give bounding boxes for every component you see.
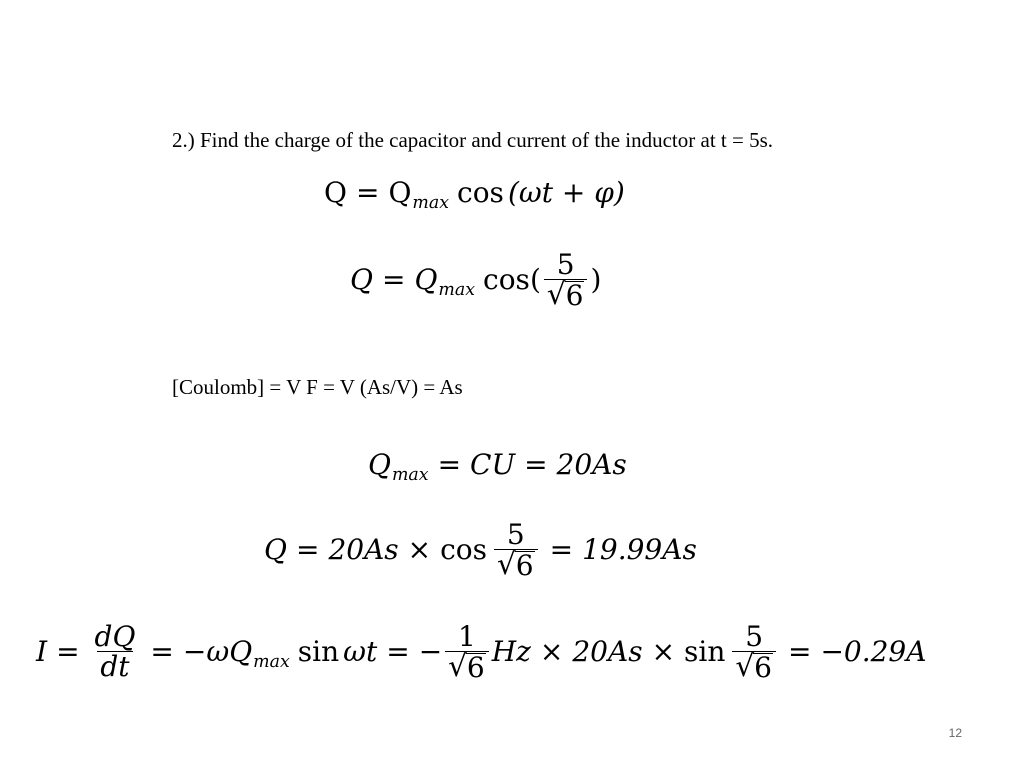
eq5-fraction1: 1 √ 6 — [445, 622, 489, 682]
eq5-hz: Hz — [491, 635, 531, 669]
eq5-derivative: $\frac{dQ}{dt}$ — [94, 620, 136, 684]
eq4-result: 19.99As — [582, 533, 697, 567]
equation-qmax: $Q_{max}$ = CU = 20As — [368, 448, 627, 486]
equation-charge-substituted: Q = $Q_{max}$ cos ( 5 √ 6 ) — [350, 248, 602, 312]
eq5-coef: 20As — [572, 635, 643, 669]
eq1-cos: cos — [457, 176, 504, 209]
eq5-fraction2: 5 √ 6 — [732, 622, 776, 682]
eq1-qmax: $Q_{max}$ — [388, 176, 450, 214]
page-number: 12 — [948, 726, 962, 740]
eq4-lhs: Q — [264, 533, 287, 567]
eq5-sin2: sin — [684, 635, 726, 669]
eq2-qmax: $Q_{max}$ — [414, 263, 476, 301]
equation-current: I = $\frac{dQ}{dt}$ = −ω $Q_{max}$ sin ωt = − 1 √ 6 Hz × 20As × sin 5 √ 6 = −0.29A — [36, 620, 927, 684]
eq4-fraction: 5 √ 6 — [494, 520, 538, 580]
eq3-cu: CU — [470, 448, 516, 481]
eq5-lhs: I — [36, 635, 48, 669]
eq5-result: −0.29A — [820, 635, 927, 669]
eq4-cos: cos — [440, 533, 488, 567]
eq5-qmax: $Q_{max}$ — [229, 635, 290, 673]
equation-charge-value: Q = 20As × cos 5 √ 6 = 19.99As — [264, 518, 697, 582]
eq5-neg: − — [418, 635, 443, 669]
eq5-omega: −ω — [182, 635, 230, 669]
equation-charge-general: Q = $Q_{max}$ cos (ωt + φ) — [324, 176, 625, 214]
eq1-arg: (ωt + φ) — [507, 176, 625, 209]
eq3-qmax: $Q_{max}$ — [368, 448, 429, 486]
eq4-coef: 20As — [328, 533, 399, 567]
question-text: 2.) Find the charge of the capacitor and current of the inductor at t = 5s. — [172, 128, 774, 152]
eq2-lhs: Q — [350, 263, 373, 297]
eq5-arg: ωt — [343, 635, 378, 669]
eq3-result: 20As — [556, 448, 627, 481]
units-text: [Coulomb] = V F = V (As/V) = As — [172, 375, 463, 399]
eq2-cos: cos — [483, 263, 530, 297]
eq1-lhs: Q — [324, 176, 347, 209]
eq5-sin1: sin — [297, 635, 340, 669]
eq2-fraction: 5 √ 6 — [544, 250, 588, 310]
